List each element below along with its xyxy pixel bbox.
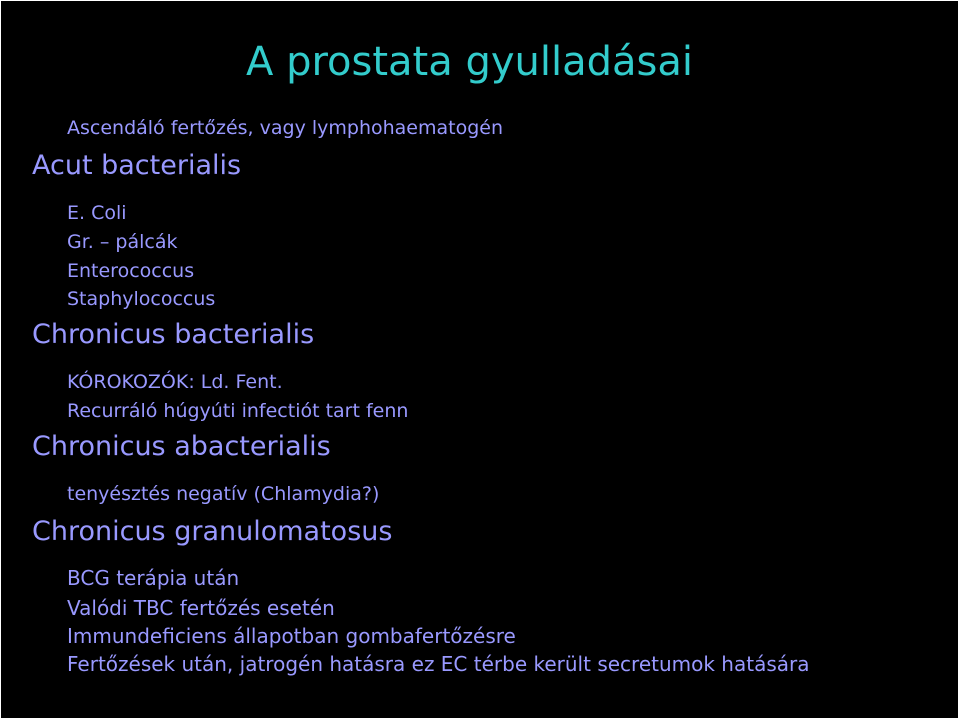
list-item: E. Coli [67,202,127,224]
list-item: Recurráló húgyúti infectiót tart fenn [67,400,409,422]
list-item: Staphylococcus [67,288,216,310]
slide [1,1,958,718]
section-heading-chronicus-bacterialis: Chronicus bacterialis [32,319,315,350]
slide-title: A prostata gyulladásai [246,39,693,85]
list-item: Immundeficiens állapotban gombafertőzésre [67,624,516,648]
section-heading-acut-bacterialis: Acut bacterialis [32,150,242,181]
list-item: Enterococcus [67,260,195,282]
list-item: BCG terápia után [67,566,240,590]
intro-text: Ascendáló fertőzés, vagy lymphohaematogén [67,117,504,139]
list-item: Gr. – pálcák [67,231,178,253]
list-item: Valódi TBC fertőzés esetén [67,596,335,620]
list-item: tenyésztés negatív (Chlamydia?) [67,483,380,505]
section-heading-chronicus-granulomatosus: Chronicus granulomatosus [32,516,393,547]
section-heading-chronicus-abacterialis: Chronicus abacterialis [32,431,331,462]
list-item: Fertőzések után, jatrogén hatásra ez EC térbe került secretumok hatására [67,652,810,676]
list-item: KÓROKOZÓK: Ld. Fent. [67,371,283,393]
